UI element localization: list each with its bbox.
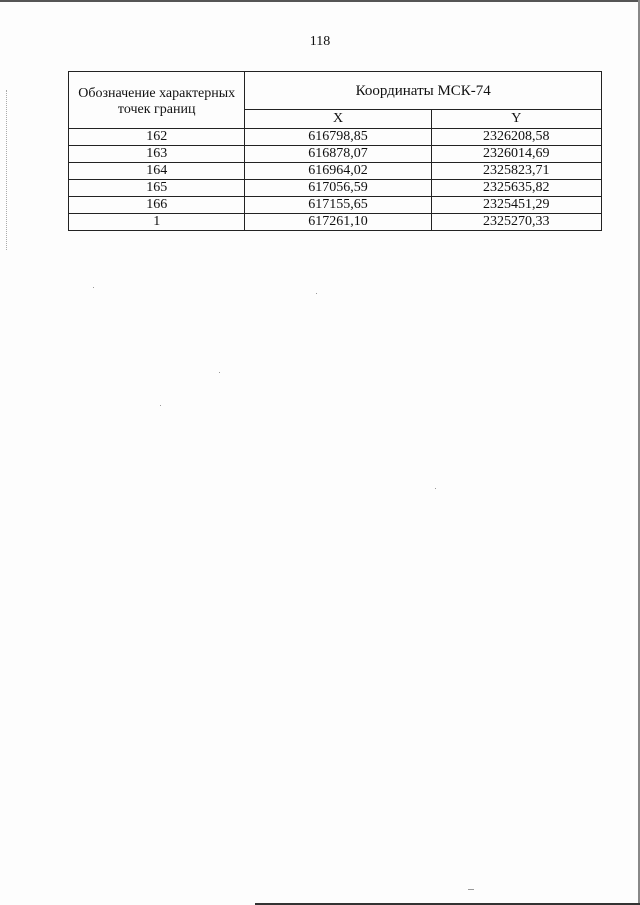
cell-point: 163 [69, 146, 245, 163]
cell-point: 162 [69, 129, 245, 146]
table-row [69, 129, 602, 146]
header-coordinates: Координаты МСК-74 [245, 72, 602, 110]
cell-point: 1 [69, 214, 245, 231]
table-row [69, 146, 602, 163]
cell-y: 2325451,29 [431, 197, 601, 214]
cell-point: 164 [69, 163, 245, 180]
cell-y: 2325635,82 [431, 180, 601, 197]
cell-y: 2326208,58 [431, 129, 601, 146]
scan-speck [219, 372, 220, 373]
cell-x: 617261,10 [245, 214, 431, 231]
scan-speck [93, 287, 94, 288]
page-number: 118 [309, 34, 331, 49]
table-row [69, 180, 602, 197]
cell-x: 616964,02 [245, 163, 431, 180]
scan-border-top [0, 0, 640, 2]
table-row [69, 197, 602, 214]
coordinates-table [68, 71, 602, 231]
scan-edge-left [6, 90, 8, 250]
cell-y: 2326014,69 [431, 146, 601, 163]
header-point-designation: Обозначение характерных точек границ [69, 72, 245, 129]
table-row [69, 163, 602, 180]
scan-speck [435, 488, 436, 489]
cell-point: 166 [69, 197, 245, 214]
header-y: Y [431, 110, 601, 129]
scan-speck [468, 889, 474, 890]
cell-x: 617056,59 [245, 180, 431, 197]
cell-y: 2325270,33 [431, 214, 601, 231]
cell-y: 2325823,71 [431, 163, 601, 180]
scan-speck [160, 405, 161, 406]
table-row [69, 214, 602, 231]
table-header-row [69, 72, 602, 110]
header-x: X [245, 110, 431, 129]
scan-speck [316, 293, 317, 294]
cell-point: 165 [69, 180, 245, 197]
cell-x: 616798,85 [245, 129, 431, 146]
cell-x: 617155,65 [245, 197, 431, 214]
cell-x: 616878,07 [245, 146, 431, 163]
